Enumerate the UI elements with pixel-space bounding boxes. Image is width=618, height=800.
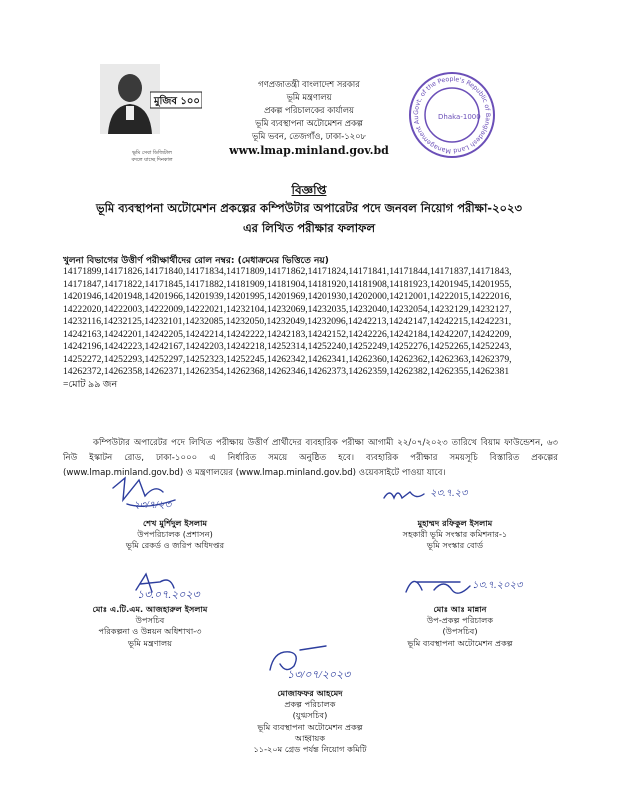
roll-line: 14242163,14242201,14242205,14242214,14242222,14242183,14242152,14242226,14242184,14242207,14242209, [63, 328, 512, 340]
signatory-title: উপসচিব [135, 615, 165, 626]
roll-line: 14232116,14232125,14232101,14232085,14232050,14232049,14232096,14242213,14242147,14242215,14242231, [63, 316, 512, 327]
mujib-wordmark [150, 76, 202, 122]
signature-date: ২৩.৭.২৩ [430, 488, 468, 499]
signatory-org: ভূমি সংস্কার বোর্ড [426, 540, 484, 551]
govt-line: গণপ্রজাতন্ত্রী বাংলাদেশ সরকার [258, 79, 360, 89]
wordmark-text: মুজিব ১০০ [154, 96, 200, 107]
website-link[interactable]: www.lmap.minland.gov.bd [229, 144, 389, 157]
office-line: প্রকল্প পরিচালকের কার্যালয় [264, 105, 354, 115]
signatory-org: ভূমি ব্যবস্থাপনা অটোমেশন প্রকল্প [407, 637, 513, 648]
roll-number-list [63, 266, 563, 391]
signature-date: ২৩/৭/২৩ [133, 500, 172, 511]
official-seal [407, 70, 497, 160]
roll-line: 14262372,14262358,14262371,14262354,14262368,14262346,14262373,14262359,14262382,14262355,14262381 [63, 366, 510, 377]
signature-block-1 [95, 470, 255, 550]
letterhead [214, 78, 404, 157]
logo-caption-line2: বদলে যাচ্ছে দিনকাল [131, 157, 173, 163]
seal-ring-text: Govt. of the People's Republic of Bangladesh Land Management Au [412, 75, 492, 155]
signatory-title: উপ-প্রকল্প পরিচালক [426, 615, 494, 626]
logo-caption [100, 150, 204, 164]
signature-block-5 [205, 640, 415, 780]
roll-line: 14171899,14171826,14171840,14171834,14171809,14171862,14171824,14171841,14171844,14171837,14171843, [63, 266, 512, 277]
signatory-org: ভূমি রেকর্ড ও জরিপ অধিদপ্তর [125, 540, 225, 551]
signatory-rank: (যুগ্মসচিব) [292, 710, 328, 721]
signature-date: ১৩.০৭.২০২৩ [137, 589, 200, 601]
notice-title-line2: এর লিখিত পরীক্ষার ফলাফল [242, 221, 376, 235]
signatory-title: সহকারী ভূমি সংস্কার কমিশনার-১ [402, 529, 508, 540]
signature-block-2 [360, 480, 550, 550]
paragraph-line: যাবে। [426, 468, 446, 478]
signatory-name: শেখ মুর্শিদুল ইসলাম [142, 518, 208, 528]
logo-caption-line1: ভূমি সেবা ডিজিটাল [132, 150, 172, 156]
roll-line: 14242196,14242223,14242167,14242203,14242218,14252314,14252240,14252249,14252276,14252265,14252243, [63, 341, 512, 352]
signatory-name: মোজাফফর আহমেদ [277, 688, 343, 698]
signatory-ministry: ভূমি মন্ত্রণালয় [127, 637, 173, 648]
notice-heading: বিজ্ঞপ্তি [291, 183, 327, 197]
signature-date: ১৩.৭.২০২৩ [472, 580, 523, 591]
committee-name: ১১-২০ম গ্রেড পর্যন্ত নিয়োগ কমিটি [253, 744, 367, 755]
roll-line: 14222020,14222003,14222009,14222021,14232104,14232069,14232035,14232040,14232054,14232129,14232127, [63, 303, 512, 315]
signatory-org: পরিকল্পনা ও উন্নয়ন অধিশাখা-৩ [98, 626, 202, 637]
roll-line: 14171847,14171822,14171845,14171882,14181909,14181904,14181920,14181908,14181923,14201945,14201955, [63, 278, 512, 290]
signatory-org: ভূমি ব্যবস্থাপনা অটোমেশন প্রকল্প [257, 721, 363, 732]
project-line: ভূমি ব্যবস্থাপনা অটোমেশন প্রকল্প [255, 118, 363, 128]
mujib100-logo [100, 64, 204, 168]
signatory-title: উপপরিচালক (প্রশাসন) [137, 529, 213, 540]
notice-title-line1: ভূমি ব্যবস্থাপনা অটোমেশন প্রকল্পের কম্পিউটার অপারেটর পদে জনবল নিয়োগ পরীক্ষা-২০২৩ [96, 201, 522, 215]
signatory-rank: (উপসচিব) [442, 626, 478, 637]
roll-line: 14201946,14201948,14201966,14201939,14201995,14201969,14201930,14202000,14212001,14222015,14222016, [63, 291, 512, 302]
signatory-role: আহ্বায়ক [294, 732, 326, 743]
signatory-name: মোঃ এ.টি.এম. আজহারুল ইসলাম [92, 604, 208, 614]
roll-line: 14252272,14252293,14252297,14252323,14252245,14262342,14262341,14262360,14262362,14262363,14262379, [63, 353, 512, 365]
svg-text:Dhaka-1000: Dhaka-1000 [438, 113, 481, 121]
roll-subheading: খুলনা বিভাগের উত্তীর্ণ পরীক্ষার্থীদের রোল নম্বর: (মেধাক্রমের ভিত্তিতে নয়) [63, 256, 329, 266]
address-line: ভূমি ভবন, তেজগাঁও, ঢাকা-১২০৮ [252, 131, 366, 141]
paragraph-line: কম্পিউটার অপারেটর পদে লিখিত পরীক্ষায় উত্তীর্ণ প্রার্থীদের ব্যবহারিক পরীক্ষা আগামী ২২/০৭/২০২৩ তারিখে [93, 438, 477, 448]
signatory-name: মুহাম্মদ রফিকুল ইসলাম [417, 518, 493, 528]
signature-date: ১৩/০৭/২০২৩ [287, 669, 351, 681]
handwritten-signature [400, 568, 480, 604]
signatory-title: প্রকল্প পরিচালক [284, 699, 336, 710]
paragraph-line: বিস্তারিত প্রকল্পের (www.lmap.minland.gov.bd) ও মন্ত্রণালয়ের (www.lmap.minland.gov.bd) ওয়েবসাইটে পাওয়া [63, 453, 558, 478]
paragraph-line: বিয়াম ফাউন্ডেশন, ৬৩ নিউ ইস্কাটন রোড, ঢাকা-১০০০ এ নির্ধারিত সময়ে অনুষ্ঠিত হবে। ব্যবহারিক পরীক্ষার সময়সূচি [63, 438, 558, 463]
roll-total: =মোট ৯৯ জন [63, 378, 118, 390]
ministry-line: ভূমি মন্ত্রণালয় [286, 92, 332, 102]
signatory-name: মোঃ আঃ মান্নান [433, 604, 487, 614]
